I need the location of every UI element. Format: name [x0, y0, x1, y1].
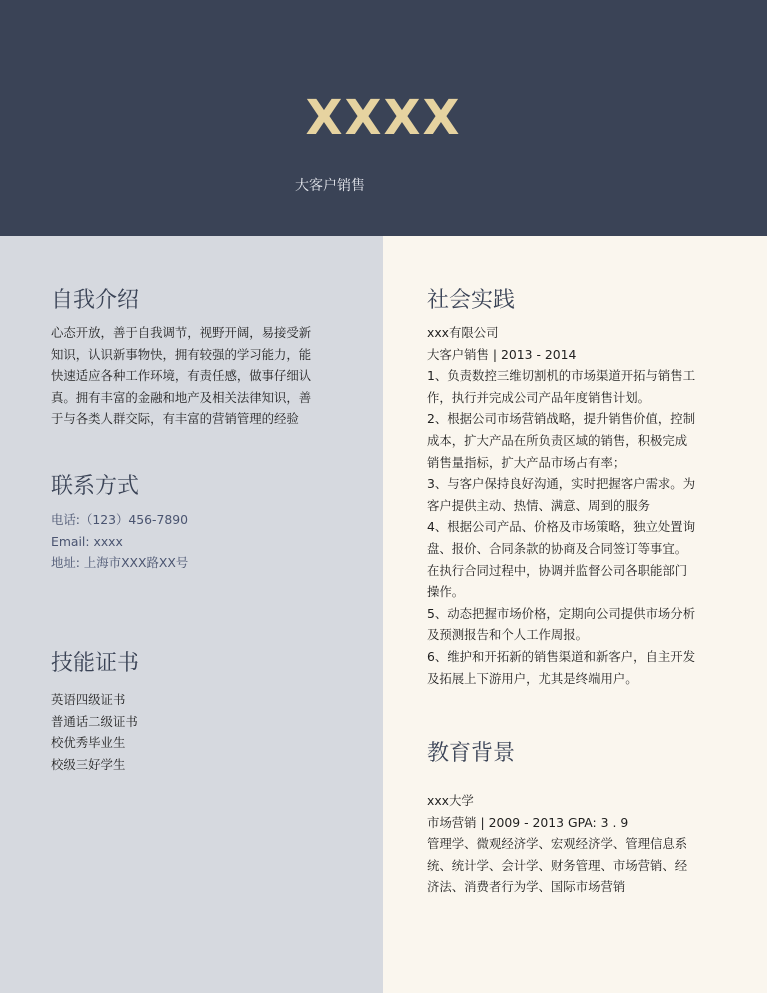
practice-line: 在执行合同过程中，协调并监督公司各职能部门 — [427, 562, 688, 578]
skills-heading: 技能证书 — [51, 651, 140, 676]
practice-line: 及预测报告和个人工作周报。 — [427, 627, 589, 643]
practice-line: 盘、报价、合同条款的协商及合同签订等事宜。 — [427, 540, 688, 556]
practice-heading: 社会实践 — [427, 288, 516, 313]
job-title: 大客户销售 — [295, 178, 365, 194]
practice-role: 大客户销售 | 2013 - 2014 — [427, 346, 577, 362]
practice-line: 4、根据公司产品、价格及市场策略，独立处置询 — [427, 519, 696, 535]
intro-line: 知识，认识新事物快，拥有较强的学习能力，能 — [51, 346, 312, 362]
practice-line: 1、负责数控三维切割机的市场渠道开拓与销售工 — [427, 368, 696, 384]
education-text — [427, 790, 687, 898]
intro-line: 心态开放，善于自我调节，视野开阔，易接受新 — [51, 325, 312, 340]
intro-line: 于与各类人群交际，有丰富的营销管理的经验 — [51, 411, 299, 427]
contact-heading: 联系方式 — [51, 474, 140, 499]
practice-company: xxx有限公司 — [427, 325, 499, 340]
education-line: 统、统计学、会计学、财务管理、市场营销、经 — [427, 857, 688, 873]
skill-item: 普通话二级证书 — [51, 713, 138, 729]
skills-list — [51, 689, 138, 775]
skill-item: 校级三好学生 — [51, 756, 126, 772]
practice-line: 作，执行并完成公司产品年度销售计划。 — [427, 389, 651, 405]
practice-line: 及拓展上下游用户，尤其是终端用户。 — [427, 670, 638, 686]
education-heading: 教育背景 — [427, 741, 516, 766]
intro-text — [51, 322, 311, 430]
practice-line: 6、维护和开拓新的销售渠道和新客户，自主开发 — [427, 648, 696, 664]
practice-line: 销售量指标，扩大产品市场占有率； — [427, 454, 626, 470]
education-line: 管理学、微观经济学、宏观经济学、管理信息系 — [427, 836, 688, 852]
intro-heading: 自我介绍 — [51, 288, 140, 313]
education-school: xxx大学 — [427, 793, 474, 808]
contact-address: 地址: 上海市XXX路XX号 — [51, 555, 189, 571]
practice-line: 5、动态把握市场价格，定期向公司提供市场分析 — [427, 605, 696, 621]
practice-line: 成本，扩大产品在所负责区域的销售，积极完成 — [427, 432, 688, 448]
practice-line: 操作。 — [427, 584, 465, 600]
candidate-name: XXXX — [305, 90, 462, 146]
education-major: 市场营销 | 2009 - 2013 GPA: 3 . 9 — [427, 814, 629, 830]
practice-line: 3、与客户保持良好沟通，实时把握客户需求。为 — [427, 476, 696, 492]
contact-email: Email: xxxx — [51, 533, 123, 549]
education-line: 济法、消费者行为学、国际市场营销 — [427, 879, 626, 895]
contact-phone: 电话:（123）456-7890 — [51, 512, 189, 527]
intro-line: 真。拥有丰富的金融和地产及相关法律知识，善 — [51, 389, 312, 405]
resume-header — [0, 0, 767, 236]
contact-info — [51, 509, 188, 574]
intro-line: 快速适应各种工作环境，有责任感，做事仔细认 — [51, 368, 312, 384]
skill-item: 校优秀毕业生 — [51, 735, 126, 751]
skill-item: 英语四级证书 — [51, 692, 126, 707]
practice-line: 2、根据公司市场营销战略，提升销售价值，控制 — [427, 411, 696, 427]
practice-text — [427, 322, 695, 689]
practice-line: 客户提供主动、热情、满意、周到的服务 — [427, 497, 651, 513]
